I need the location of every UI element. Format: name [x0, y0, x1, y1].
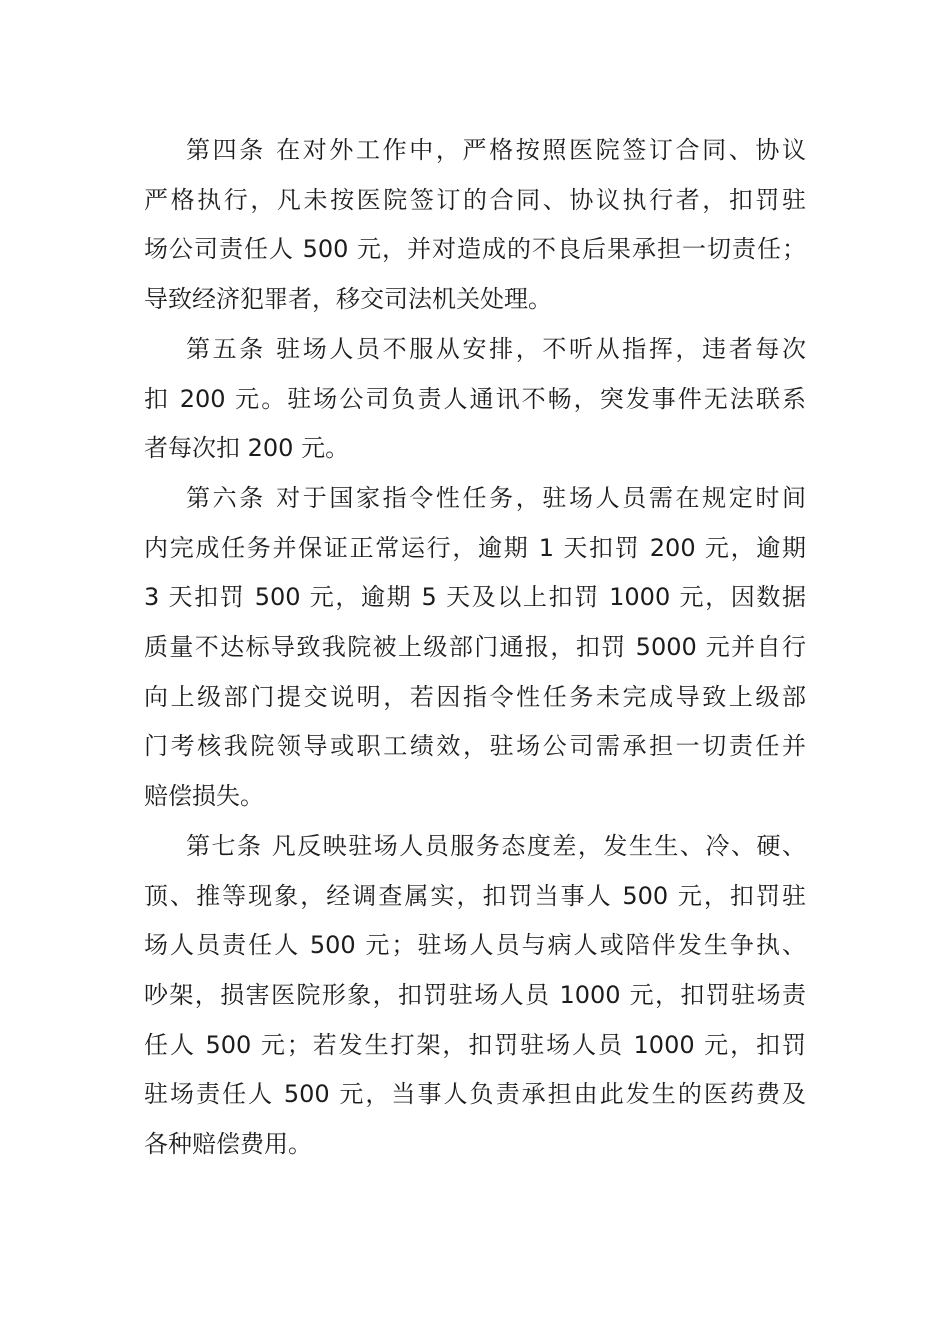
- text-line: 导致经济犯罪者，移交司法机关处理。: [144, 285, 552, 314]
- article-7-paragraph: [144, 822, 806, 1170]
- text-line: 第四条 在对外工作中，严格按照医院签订合同、协议: [186, 136, 806, 164]
- text-line: 门考核我院领导或职工绩效，驻场公司需承担一切责任并: [144, 732, 806, 761]
- text-line: 第五条 驻场人员不服从安排，不听从指挥，违者每次: [186, 334, 806, 363]
- text-line: 内完成任务并保证正常运行，逾期 1 天扣罚 200 元，逾期: [144, 533, 806, 562]
- text-line: 吵架，损害医院形象，扣罚驻场人员 1000 元，扣罚驻场责: [144, 980, 806, 1009]
- text-line: 第六条 对于国家指令性任务，驻场人员需在规定时间: [186, 483, 806, 512]
- text-line: 扣 200 元。驻场公司负责人通讯不畅，突发事件无法联系: [144, 384, 806, 413]
- text-line: 3 天扣罚 500 元，逾期 5 天及以上扣罚 1000 元，因数据: [144, 583, 806, 612]
- text-line: 严格执行，凡未按医院签订的合同、协议执行者，扣罚驻: [144, 185, 806, 214]
- text-line: 第七条 凡反映驻场人员服务态度差，发生生、冷、硬、: [186, 831, 806, 860]
- text-line: 各种赔偿费用。: [144, 1130, 312, 1159]
- text-line: 任人 500 元；若发生打架，扣罚驻场人员 1000 元，扣罚: [144, 1030, 806, 1059]
- text-line: 者每次扣 200 元。: [144, 434, 350, 463]
- text-line: 顶、推等现象，经调查属实，扣罚当事人 500 元，扣罚驻: [144, 881, 806, 910]
- text-line: 驻场责任人 500 元，当事人负责承担由此发生的医药费及: [144, 1080, 806, 1109]
- article-5-paragraph: [144, 325, 806, 474]
- article-6-paragraph: [144, 474, 806, 822]
- text-line: 质量不达标导致我院被上级部门通报，扣罚 5000 元并自行: [144, 633, 806, 662]
- article-4-paragraph: [144, 126, 806, 325]
- text-line: 场公司责任人 500 元，并对造成的不良后果承担一切责任；: [144, 235, 806, 264]
- text-line: 场人员责任人 500 元；驻场人员与病人或陪伴发生争执、: [144, 931, 806, 960]
- text-line: 向上级部门提交说明，若因指令性任务未完成导致上级部: [144, 682, 806, 711]
- document-body: [144, 126, 806, 1170]
- text-line: 赔偿损失。: [144, 782, 264, 811]
